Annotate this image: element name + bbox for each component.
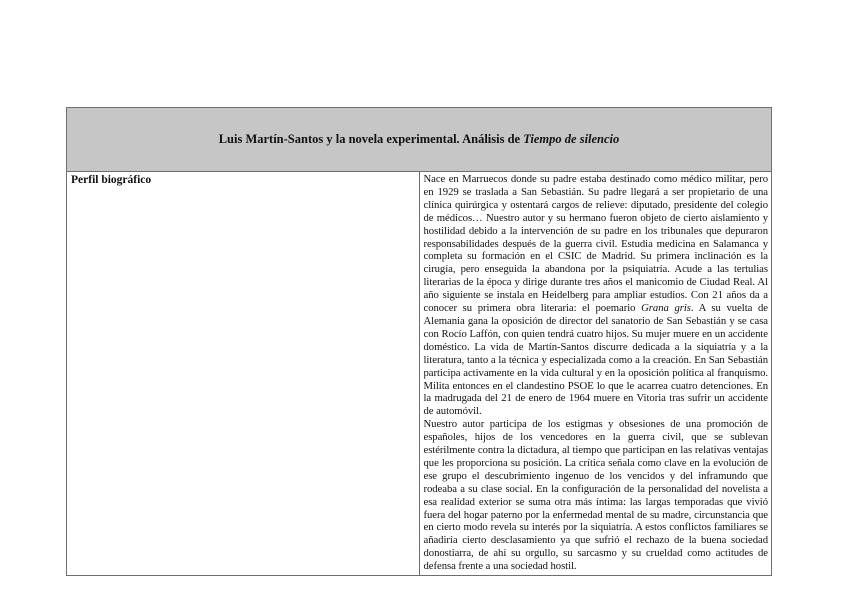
document-title: Luis Martín-Santos y la novela experimental. Análisis de [218, 132, 524, 146]
document-table [66, 107, 772, 576]
section-label: Perfil biográfico [67, 172, 420, 576]
paragraph-1-italic: Grana gris [641, 302, 691, 315]
content-row [67, 172, 772, 576]
paragraph-1-text: Nace en Marruecos donde su padre estaba destinado como médico militar, pero en 1929 se traslada a San Sebastián. Su padre llegará a ser propietario de una clínica quirúrgica y ostentará cargos de relieve: diputado, presidente del colegio de médicos… Nuestro autor y su hermano fueron objeto de cierto aislamiento y hostilidad debido a la intervención de su padre en los tribunales que depuraron responsabilidades después de la guerra civil. Estudia medicina en Salamanca y completa su formación en el CSIC de Madrid. Su primera inclinación es la cirugía, pero enseguida la abandona por la psiquiatría. Acude a las tertulias literarias de la época y dirige durante tres años el manicomio de Ciudad Real. Al año siguiente se instala en Heidelberg para ampliar estudios. Con 21 años da a conocer su primera obra literaria: el poemario [423, 173, 768, 315]
title-row [67, 108, 772, 172]
paragraph-2: Nuestro autor participa de los estigmas y obsesiones de una promoción de españoles, hijos de los vencedores en la guerra civil, que se sublevan estérilmente contra la dictadura, al tiempo que participan en las relativas ventajas que les proporciona su posición. La crítica señala como clave en la evolución de ese grupo el descubrimiento ingenuo de los vencidos y del inframundo que rodeaba a su clase social. En la configuración de la personalidad del novelista a esa realidad exterior se suma otra más íntima: las largas temporadas que vivió fuera del hogar paterno por la enfermedad mental de su madre, circunstancia que en cierto modo revela su interés por la siquiatría. A estos conflictos familiares se añadiría cierto desclasamiento ya que sufrió el rechazo de la buena sociedad donostiarra, de ahí su orgullo, su sarcasmo y su crueldad como actitudes de defensa frente a una sociedad hostil. [423, 418, 768, 573]
document-title-italic: Tiempo de silencio [523, 132, 620, 146]
title-cell [67, 108, 772, 172]
paragraph-1 [424, 173, 769, 418]
section-body [419, 172, 772, 576]
paragraph-1-text-cont: . A su vuelta de Alemania gana la oposición de director del sanatorio de San Sebastián y se casa con Rocío Laffón, con quien tendrá cuatro hijos. Su mujer muere en un accidente doméstico. La vida de Martín-Santos discurre dedicada a la siquiatría y a la literatura, tanto a la técnica y especializada como a la creación. En San Sebastián participa activamente en la vida cultural y en la oposición política al franquismo. Milita entonces en el clandestino PSOE lo que le acarrea cuatro detenciones. En la madrugada del 21 de enero de 1964 muere en Vitoria tras sufrir un accidente de automóvil. [423, 302, 768, 418]
